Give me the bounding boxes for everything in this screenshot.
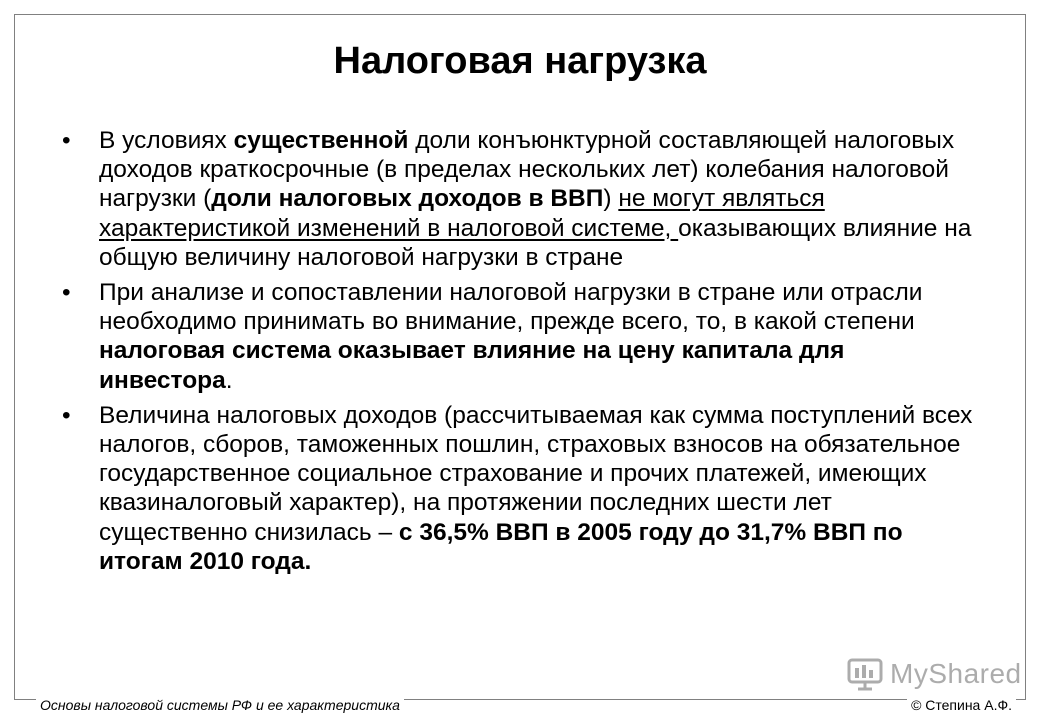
bullet-text-bold: налоговая система оказывает влияние на цену капитала для инвестора xyxy=(99,337,845,394)
watermark-logo xyxy=(846,654,1022,694)
bullet-item xyxy=(62,278,982,395)
bullet-marker: • xyxy=(62,127,71,154)
footer-course-title: Основы налоговой системы РФ и ее характеристика xyxy=(36,694,404,716)
bullet-text: доли конъюнктурной составляющей налоговых доходов краткосрочные (в пределах нескольких лет) колебания налоговой нагрузки ( xyxy=(99,127,955,213)
bullet-marker: • xyxy=(62,401,71,429)
bullet-text: оказывающих влияние на общую величину налоговой нагрузки в стране xyxy=(99,214,972,271)
bullet-text: При анализе и сопоставлении налоговой нагрузки в стране или отрасли необходимо принимать во внимание, прежде всего, то, в какой степени xyxy=(99,279,923,336)
bullet-item xyxy=(62,126,982,272)
bullet-text: ) xyxy=(603,185,619,213)
presentation-board-icon xyxy=(846,656,884,692)
bullet-item xyxy=(62,401,982,576)
bullet-text-bold: существенной xyxy=(233,127,409,154)
bullet-text: Величина налоговых доходов (рассчитываемая как сумма поступлений всех налогов, сборов, таможенных пошлин, страховых взносов на обязательное государственное социальное страхование и прочих платежей, имеющих квазиналоговый характер), на протяжении последних шести лет существенно снизилась – xyxy=(99,401,973,546)
bullet-text: . xyxy=(225,366,233,394)
watermark-text: MyShared xyxy=(890,658,1022,689)
slide-title: Налоговая нагрузка xyxy=(333,40,707,82)
bullet-text-bold: доли налоговых доходов в ВВП xyxy=(211,185,604,213)
bullet-marker: • xyxy=(62,279,71,307)
bullet-text-underlined: не могут являться характеристикой изменений в налоговой системе, xyxy=(99,185,825,242)
bullet-list xyxy=(62,126,982,582)
bullet-text: В условиях xyxy=(99,127,234,154)
footer-author: © Степина А.Ф. xyxy=(907,694,1016,716)
bullet-text-bold: с 36,5% ВВП в 2005 году до 31,7% ВВП по итогам 2010 года. xyxy=(99,518,903,575)
